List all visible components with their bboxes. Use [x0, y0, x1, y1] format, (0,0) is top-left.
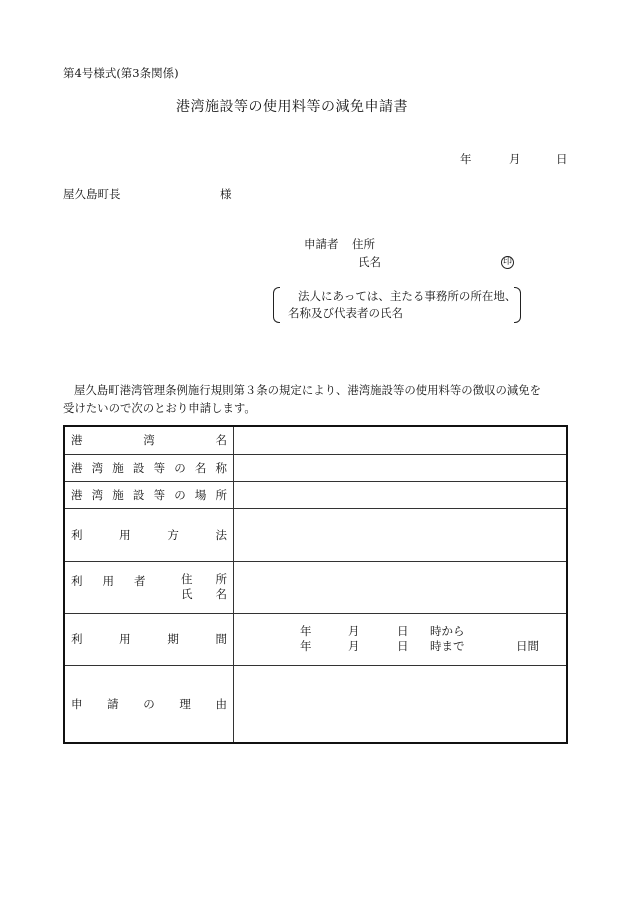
- label-char: 請: [107, 696, 119, 711]
- label-char: 湾: [91, 460, 104, 475]
- input-usage-method[interactable]: [234, 508, 568, 561]
- addressee-honorific: 様: [220, 187, 232, 201]
- label-char: 等: [153, 487, 166, 502]
- input-reason[interactable]: [234, 665, 568, 743]
- label-char: 用: [119, 632, 131, 646]
- label-char: 氏: [181, 587, 193, 601]
- label-char: 理: [179, 696, 191, 711]
- label-char: の: [143, 696, 155, 711]
- label-char: 利: [71, 632, 83, 646]
- input-user[interactable]: [234, 561, 568, 613]
- period-from-month: 月: [348, 624, 360, 638]
- label-reason: [64, 665, 234, 743]
- date-day-label: 日: [556, 152, 568, 166]
- label-char: 所: [215, 572, 227, 586]
- period-from-day: 日: [397, 624, 409, 638]
- label-user: [64, 561, 234, 613]
- row-reason: [64, 665, 567, 743]
- body-text-line1: 屋久島町港湾管理条例施行規則第３条の規定により、港湾施設等の使用料等の徴収の減免を: [74, 383, 542, 397]
- bracket-left: [273, 287, 280, 323]
- addressee-name: 屋久島町長: [63, 187, 121, 201]
- label-facility-location: [64, 481, 234, 508]
- label-char: 期: [167, 632, 179, 646]
- period-to-suffix: 時まで: [430, 639, 465, 653]
- label-char: 設: [132, 487, 145, 502]
- label-char: 住: [181, 572, 193, 586]
- label-char: 名: [194, 460, 207, 475]
- date-month-label: 月: [509, 152, 521, 166]
- applicant-label: 申請者: [304, 237, 339, 251]
- input-port-name[interactable]: [234, 426, 568, 454]
- label-char: 所: [215, 487, 227, 502]
- label-char: 湾: [91, 487, 104, 502]
- label-char: 用: [102, 574, 114, 588]
- row-usage-period: [64, 613, 567, 665]
- row-port-name: [64, 426, 567, 454]
- period-from-suffix: 時から: [430, 624, 465, 638]
- label-char: 港: [71, 460, 83, 475]
- label-char: 場: [194, 487, 207, 502]
- seal-mark: 印: [502, 257, 512, 267]
- label-char: 施: [112, 487, 124, 502]
- label-char: 名: [215, 433, 227, 448]
- period-from-year: 年: [300, 624, 312, 638]
- row-user: [64, 561, 567, 613]
- label-char: 方: [167, 527, 179, 542]
- label-port-name: [64, 426, 234, 454]
- application-table: [63, 425, 568, 744]
- label-char: 港: [71, 433, 83, 448]
- date-year-label: 年: [460, 152, 472, 166]
- applicant-address-label: 住所: [352, 237, 375, 251]
- input-facility-name[interactable]: [234, 454, 568, 481]
- label-char: 港: [71, 487, 83, 502]
- period-days: 日間: [516, 639, 539, 653]
- body-text-line2: 受けたいので次のとおり申請します。: [63, 401, 256, 415]
- label-char: 湾: [143, 433, 155, 448]
- period-to-month: 月: [348, 639, 360, 653]
- label-usage-method: [64, 508, 234, 561]
- input-facility-location[interactable]: [234, 481, 568, 508]
- form-number: 第4号様式(第3条関係): [63, 66, 179, 80]
- row-facility-name: [64, 454, 567, 481]
- label-char: の: [174, 487, 186, 502]
- label-char: の: [174, 460, 186, 475]
- label-facility-name: [64, 454, 234, 481]
- label-char: 者: [134, 574, 146, 588]
- row-usage-method: [64, 508, 567, 561]
- label-char: 等: [153, 460, 166, 475]
- input-usage-period[interactable]: [234, 613, 568, 665]
- document-title: 港湾施設等の使用料等の減免申請書: [176, 99, 408, 115]
- period-to-year: 年: [300, 639, 312, 653]
- label-char: 利: [71, 527, 83, 542]
- label-char: 用: [119, 527, 131, 542]
- label-char: 名: [215, 587, 227, 601]
- label-char: 施: [112, 460, 124, 475]
- label-char: 間: [215, 632, 227, 646]
- label-char: 由: [215, 696, 227, 711]
- label-char: 申: [71, 696, 83, 711]
- applicant-name-label: 氏名: [358, 255, 381, 269]
- corporate-note-line2: 名称及び代表者の氏名: [288, 306, 403, 320]
- label-char: 法: [215, 527, 227, 542]
- label-char: 称: [215, 460, 227, 475]
- label-char: 利: [71, 574, 83, 588]
- corporate-note-line1: 法人にあっては、主たる事務所の所在地、: [298, 289, 517, 303]
- label-usage-period: [64, 613, 234, 665]
- period-to-day: 日: [397, 639, 409, 653]
- label-char: 設: [132, 460, 145, 475]
- row-facility-location: [64, 481, 567, 508]
